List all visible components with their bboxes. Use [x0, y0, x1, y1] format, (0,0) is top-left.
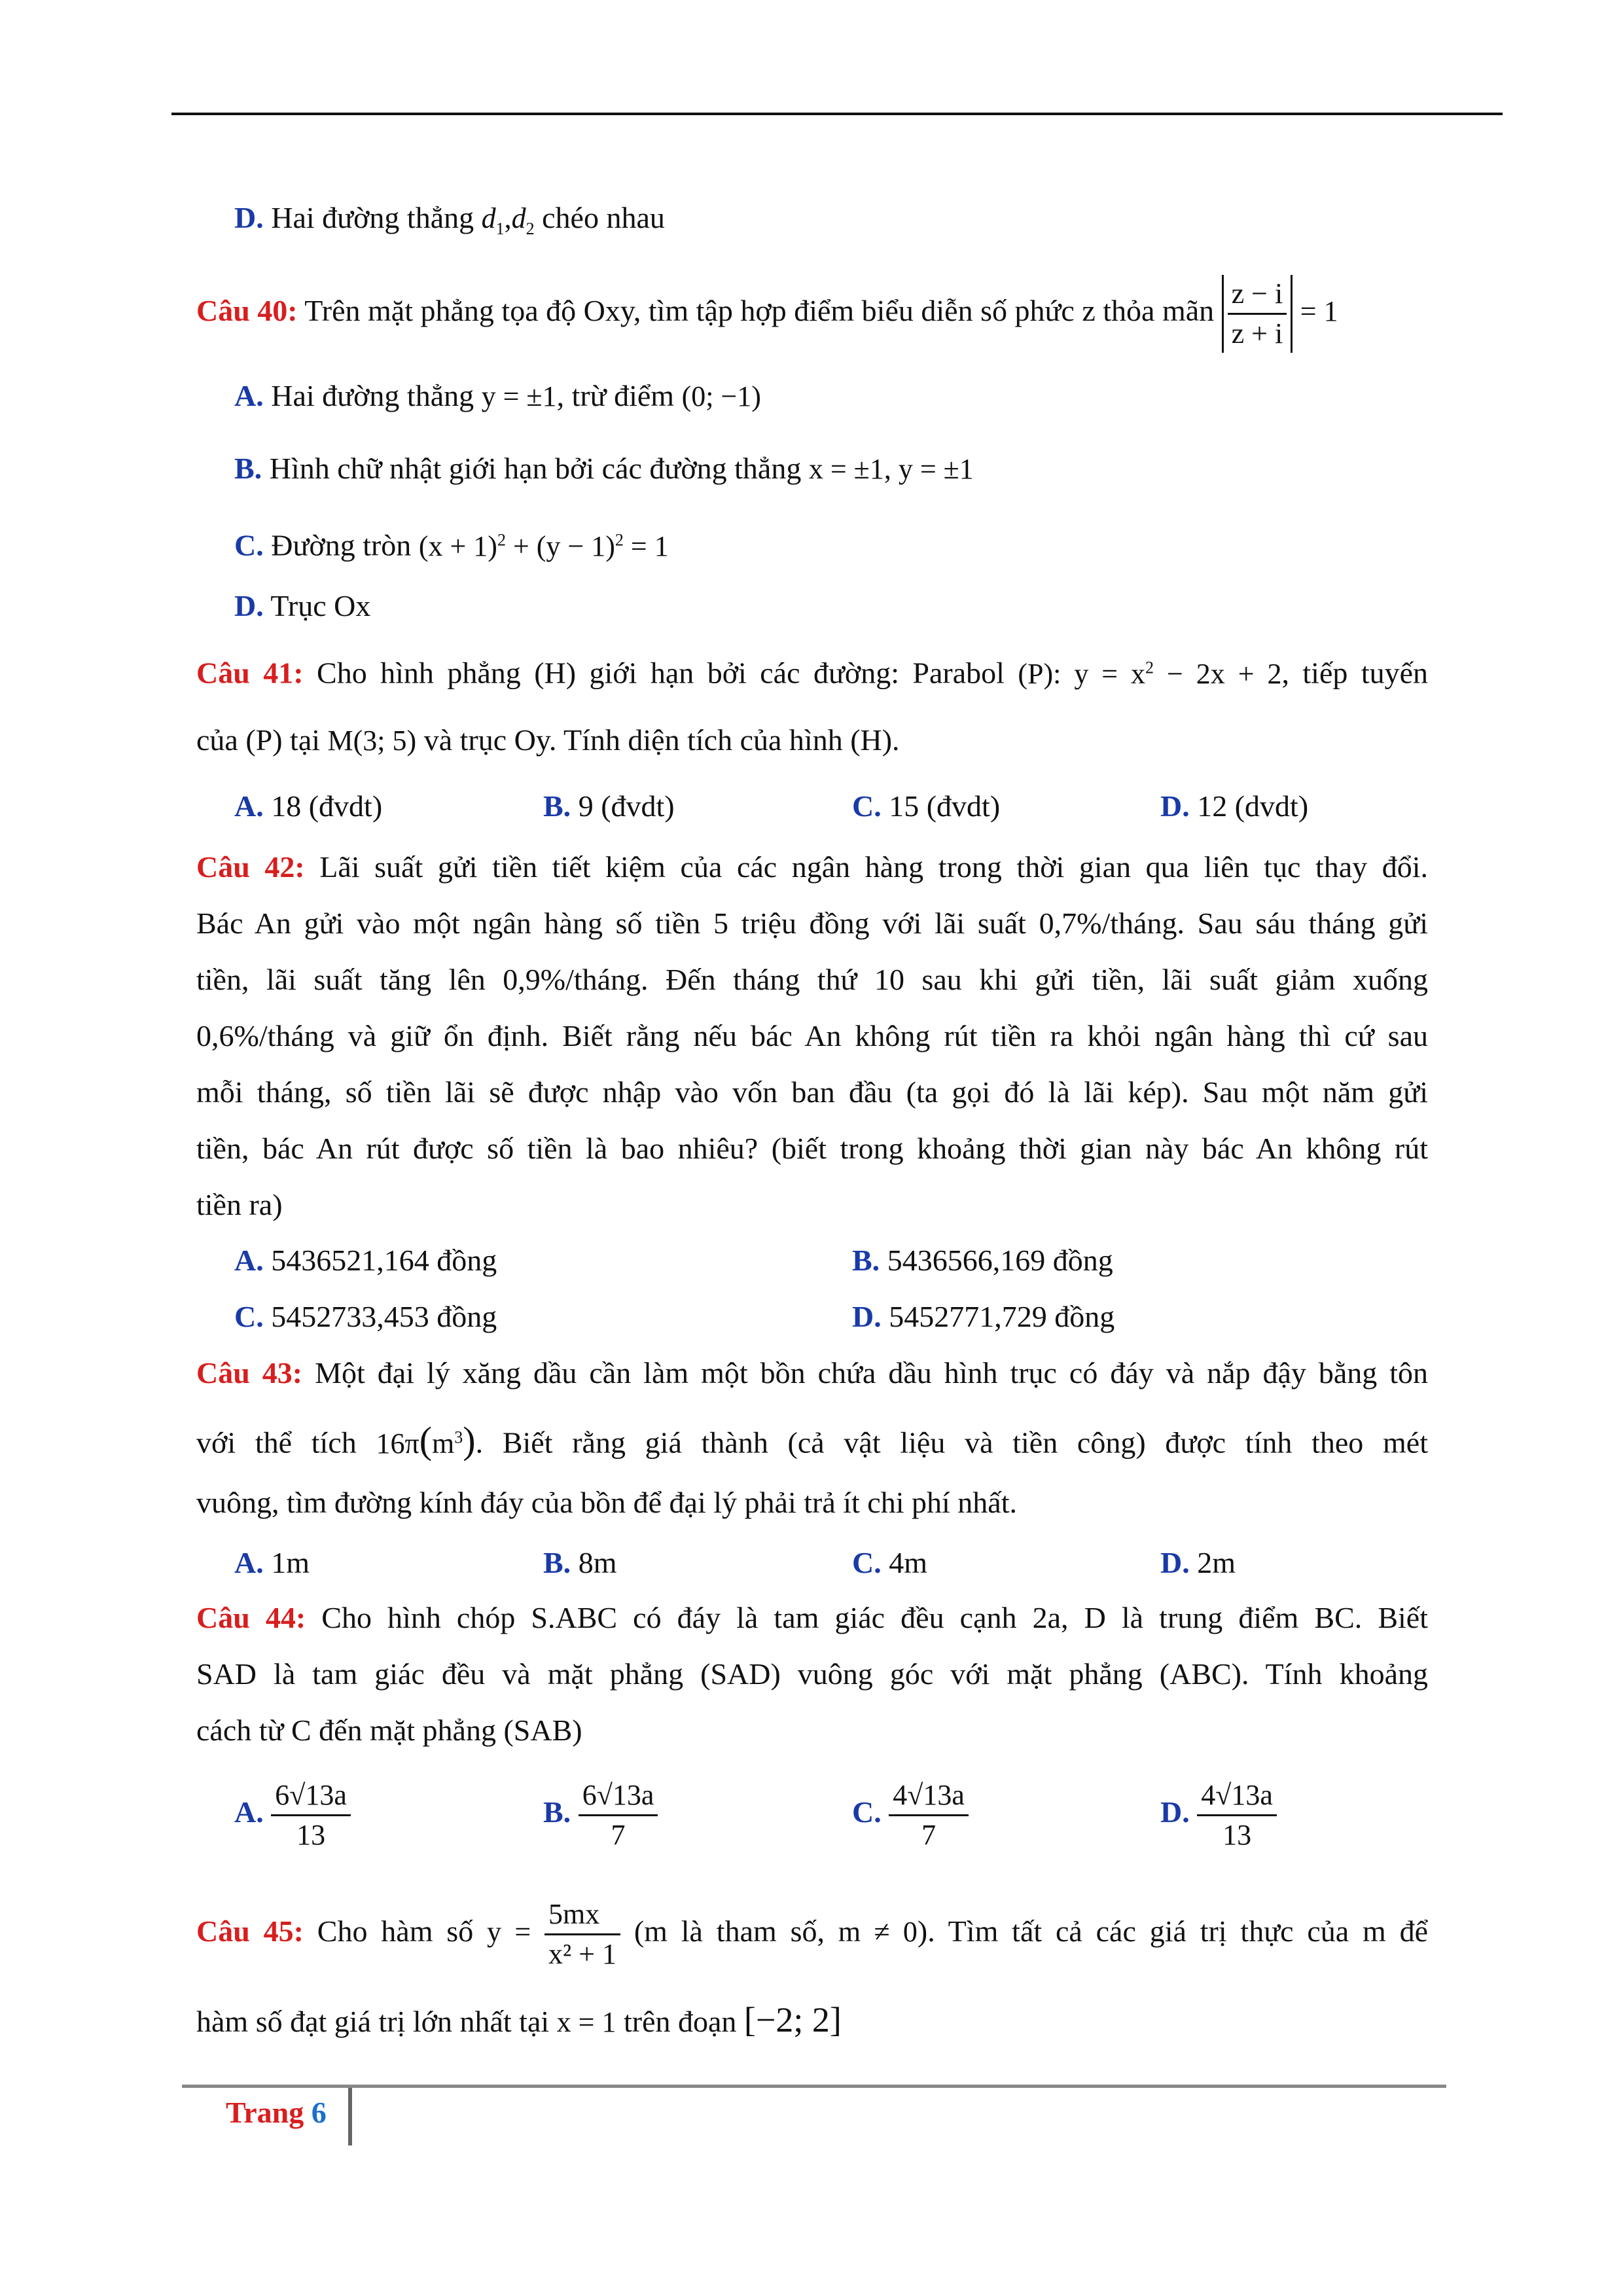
q45-stem: Câu 45: Cho hàm số y = $\frac{5mx}{\text{x² + 1}}$ (m là tham số, m ≠ 0). Tìm tất cả các giá trị thực của m để [196, 1895, 1428, 1973]
frac-num: z − i [1228, 275, 1287, 315]
q43-line-2: với thể tích $16\pi(m^3)$. Biết rằng giá thành (cả vật liệu và tiền công) được tính theo mét [196, 1418, 1429, 1462]
q42-option-c: C. 5452733,453 đồng [234, 1300, 497, 1333]
page-number: Trang 6 [226, 2096, 327, 2129]
q44-option-b: B. $\frac{6√13a}{7}$ [543, 1776, 658, 1854]
q44-option-d: D. $\frac{4√13a}{13}$ [1160, 1776, 1277, 1854]
q41-stem: Câu 41: Cho hình phẳng (H) giới hạn bởi các đường: Parabol (P): $y = x^2 - 2x + 2$, tiếp tuyến [196, 656, 1429, 690]
q43-option-a: A. 1m [234, 1546, 310, 1579]
q42-line-2: Bác An gửi vào một ngân hàng số tiền 5 triệu đồng với lãi suất 0,7%/tháng. Sau sáu tháng gửi [196, 906, 1428, 940]
header-rule [171, 113, 1503, 115]
q41-option-a: A. 18 (đvdt) [234, 789, 383, 823]
frac-den: z + i [1231, 317, 1283, 350]
q40-option-b: B. Hình chữ nhật giới hạn bởi các đường thẳng x = ±1, y = ±1 [234, 452, 974, 485]
q42-line-6: tiền, bác An rút được số tiền là bao nhiêu? (biết trong khoảng thời gian này bác An không rút [196, 1132, 1428, 1165]
q44-option-c: C. $\frac{4√13a}{7}$ [852, 1776, 969, 1854]
q43-option-d: D. 2m [1160, 1546, 1236, 1579]
q45-line-2: hàm số đạt giá trị lớn nhất tại x = 1 trên đoạn [−2; 2] [196, 2000, 842, 2039]
q43-option-c: C. 4m [852, 1546, 928, 1579]
q40-option-a: A. Hai đường thẳng y = ±1, trừ điểm (0; −1) [234, 379, 761, 412]
q42-option-a: A. 5436521,164 đồng [234, 1244, 497, 1277]
rhs: = 1 [1300, 295, 1338, 328]
modulus [1222, 275, 1293, 353]
option-text: Hai đường thẳng [271, 201, 474, 234]
q42-line-1: Câu 42: Lãi suất gửi tiền tiết kiệm của các ngân hàng trong thời gian qua liên tục thay đổi. [196, 850, 1429, 884]
footer-rule [182, 2085, 1446, 2088]
q42-line-4: 0,6%/tháng và giữ ổn định. Biết rằng nếu bác An không rút tiền ra khỏi ngân hàng thì cứ sau [196, 1019, 1428, 1052]
q44-line-2: SAD là tam giác đều và mặt phẳng (SAD) vuông góc với mặt phẳng (ABC). Tính khoảng [196, 1657, 1428, 1691]
q44-line-3: cách từ C đến mặt phẳng (SAB) [196, 1713, 582, 1747]
q43-line-1: Câu 43: Một đại lý xăng dầu cần làm một bồn chứa dầu hình trục có đáy và nắp đậy bằng tôn [196, 1356, 1428, 1390]
q41-option-d: D. 12 (dvdt) [1160, 789, 1309, 823]
q41-option-b: B. 9 (đvdt) [543, 789, 675, 823]
footer-separator [348, 2088, 352, 2145]
q43-line-3: vuông, tìm đường kính đáy của bồn để đại lý phải trả ít chi phí nhất. [196, 1486, 1017, 1519]
option-label: D. [234, 201, 264, 234]
q40-option-c: C. Đường tròn $(x + 1)^2 + (y - 1)^2 = 1$ [234, 528, 669, 562]
q39-option-d [234, 200, 665, 247]
question-text: Trên mặt phẳng tọa độ Oxy, tìm tập hợp điểm biểu diễn số phức z thỏa mãn [304, 294, 1215, 328]
q41-line2: của (P) tại M(3; 5) và trục Oy. Tính diện tích của hình (H). [196, 723, 900, 757]
math-d1: $d_1,d_2$ [481, 202, 535, 238]
option-tail: chéo nhau [542, 201, 665, 234]
q42-option-b: B. 5436566,169 đồng [852, 1244, 1113, 1277]
q44-option-a: A. $\frac{6√13a}{13}$ [234, 1776, 351, 1854]
q40-stem [196, 275, 1338, 353]
q42-line-7: tiền ra) [196, 1188, 283, 1221]
q42-option-d: D. 5452771,729 đồng [852, 1300, 1115, 1333]
question-label: Câu 40: [196, 294, 298, 328]
q42-line-3: tiền, lãi suất tăng lên 0,9%/tháng. Đến tháng thứ 10 sau khi gửi tiền, lãi suất giảm xuống [196, 963, 1428, 996]
q43-option-b: B. 8m [543, 1546, 617, 1579]
q40-option-d: D. Trục Ox [234, 589, 371, 622]
q41-option-c: C. 15 (đvdt) [852, 789, 1001, 823]
q44-line-1: Câu 44: Cho hình chóp S.ABC có đáy là tam giác đều cạnh 2a, D là trung điểm BC. Biết [196, 1601, 1429, 1634]
q42-line-5: mỗi tháng, số tiền lãi sẽ được nhập vào vốn ban đầu (ta gọi đó là lãi kép). Sau một năm gửi [196, 1075, 1428, 1109]
